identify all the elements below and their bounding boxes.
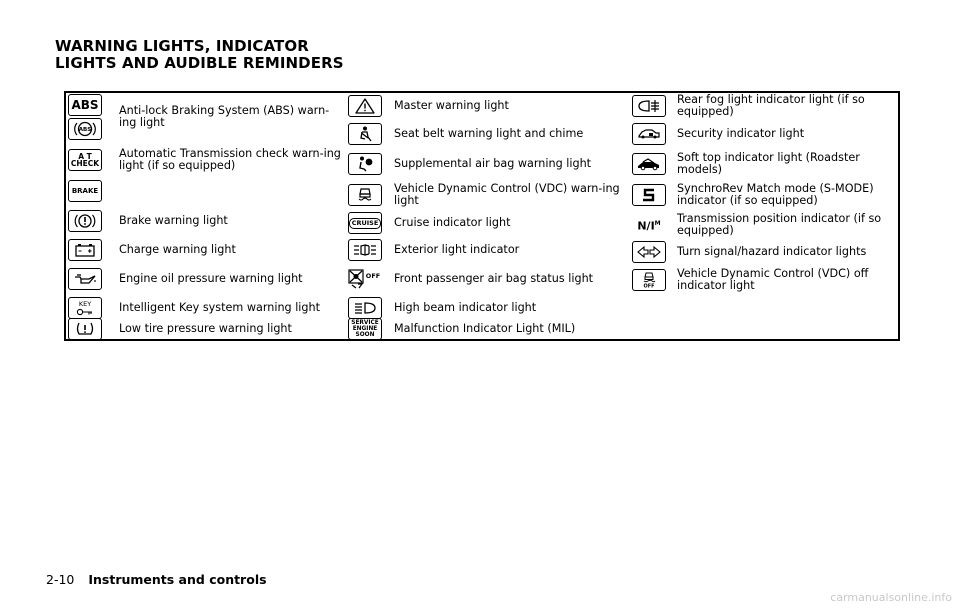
warning-lights-table (64, 91, 900, 341)
table-cell-oil (66, 265, 344, 293)
label-charge: Charge warning light (119, 243, 236, 256)
label-turn: Turn signal/hazard indicator lights (677, 245, 867, 258)
table-cell-exterior (346, 236, 626, 264)
label-key: Intelligent Key system warning light (119, 301, 320, 314)
table-cell-fog (630, 93, 898, 119)
title-line-1: WARNING LIGHTS, INDICATOR (55, 37, 309, 55)
page-title (55, 38, 344, 72)
table-cell-synchro (630, 180, 898, 210)
brake-circle-icon (68, 210, 102, 232)
label-at-check: Automatic Transmission check warn-ing light (if so equipped) (119, 147, 341, 172)
table-cell-vdc (346, 180, 626, 210)
engine-text: ENGINE (352, 326, 378, 332)
table-cell-brake (66, 179, 344, 235)
seat-belt-icon (348, 123, 382, 145)
battery-icon (68, 239, 102, 261)
label-trans-pos: Transmission position indicator (if so equipped) (677, 212, 882, 237)
label-master: Master warning light (394, 99, 509, 112)
key-text: KEY (78, 299, 92, 308)
table-cell-security (630, 120, 898, 148)
table-cell-turn (630, 240, 898, 264)
table-cell-airbag (346, 149, 626, 179)
abs-circle-icon (68, 118, 102, 140)
table-cell-key (66, 294, 344, 322)
label-airbag: Supplemental air bag warning light (394, 157, 592, 170)
label-brake: Brake warning light (119, 214, 228, 227)
warning-triangle-icon (348, 95, 382, 117)
table-cell-abs (66, 93, 344, 141)
table-cell-highbeam (346, 294, 626, 322)
label-cruise: Cruise indicator light (394, 216, 511, 229)
label-vdc-off: Vehicle Dynamic Control (VDC) off indicator light (677, 267, 869, 292)
label-tire: Low tire pressure warning light (119, 322, 292, 335)
vdc-icon (348, 184, 382, 206)
at-check-icon (68, 149, 102, 171)
label-mil: Malfunction Indicator Light (MIL) (394, 322, 576, 335)
cruise-icon: CRUISE (348, 212, 382, 234)
label-highbeam: High beam indicator light (394, 301, 537, 314)
check-text: CHECK (70, 159, 100, 168)
m-text: M (654, 220, 661, 228)
rear-fog-icon (632, 95, 666, 117)
exterior-light-icon (348, 239, 382, 261)
table-cell-charge (66, 236, 344, 264)
key-icon (68, 297, 102, 319)
page-number: 2-10 (46, 572, 75, 587)
tire-pressure-icon (68, 318, 102, 340)
label-vdc: Vehicle Dynamic Control (VDC) warn-ing light (394, 182, 620, 207)
abs-text-icon: ABS (68, 94, 102, 116)
table-cell-seatbelt (346, 120, 626, 148)
label-synchro: SynchroRev Match mode (S-MODE) indicator (if so equipped) (677, 182, 874, 207)
table-cell-cruise (346, 211, 626, 235)
brake-text-icon: BRAKE (68, 180, 102, 202)
table-cell-master (346, 93, 626, 119)
passenger-airbag-off-icon (348, 268, 382, 290)
oil-can-icon (68, 268, 102, 290)
label-fog: Rear fog light indicator light (if so equipped) (677, 93, 865, 118)
service-text: SERVICE (351, 320, 379, 326)
page-footer (46, 572, 267, 587)
label-exterior: Exterior light indicator (394, 243, 520, 256)
label-security: Security indicator light (677, 127, 805, 140)
label-pass-airbag: Front passenger air bag status light (394, 272, 594, 285)
transmission-position-icon (632, 214, 666, 236)
turn-signal-icon (632, 241, 666, 263)
soon-text: SOON (355, 332, 375, 338)
airbag-icon (348, 153, 382, 175)
table-cell-softtop (630, 149, 898, 179)
watermark-text: carmanualsonline.info (830, 591, 952, 604)
high-beam-icon (348, 297, 382, 319)
nm-text: N/I (637, 219, 655, 233)
table-cell-vdc-off (630, 265, 898, 295)
svg-text:ABS: ABS (78, 127, 92, 134)
soft-top-icon (632, 153, 666, 175)
svg-text:OFF: OFF (365, 272, 381, 280)
label-softtop: Soft top indicator light (Roadster models) (677, 151, 860, 176)
title-line-2: LIGHTS AND AUDIBLE REMINDERS (55, 54, 344, 72)
at-text: A T (78, 152, 92, 161)
s-mode-icon (632, 184, 666, 206)
section-name: Instruments and controls (88, 572, 267, 587)
svg-text:OFF: OFF (643, 283, 655, 289)
label-abs: Anti-lock Braking System (ABS) warn-ing light (119, 104, 330, 129)
vdc-off-icon (632, 269, 666, 291)
table-cell-pass-airbag (346, 265, 626, 293)
service-engine-soon-icon (348, 318, 382, 340)
table-cell-trans-pos (630, 211, 898, 239)
table-cell-at-check (66, 142, 344, 178)
table-cell-mil (346, 320, 626, 339)
label-oil: Engine oil pressure warning light (119, 272, 303, 285)
table-cell-tire (66, 323, 344, 339)
label-seatbelt: Seat belt warning light and chime (394, 127, 584, 140)
security-car-icon (632, 123, 666, 145)
